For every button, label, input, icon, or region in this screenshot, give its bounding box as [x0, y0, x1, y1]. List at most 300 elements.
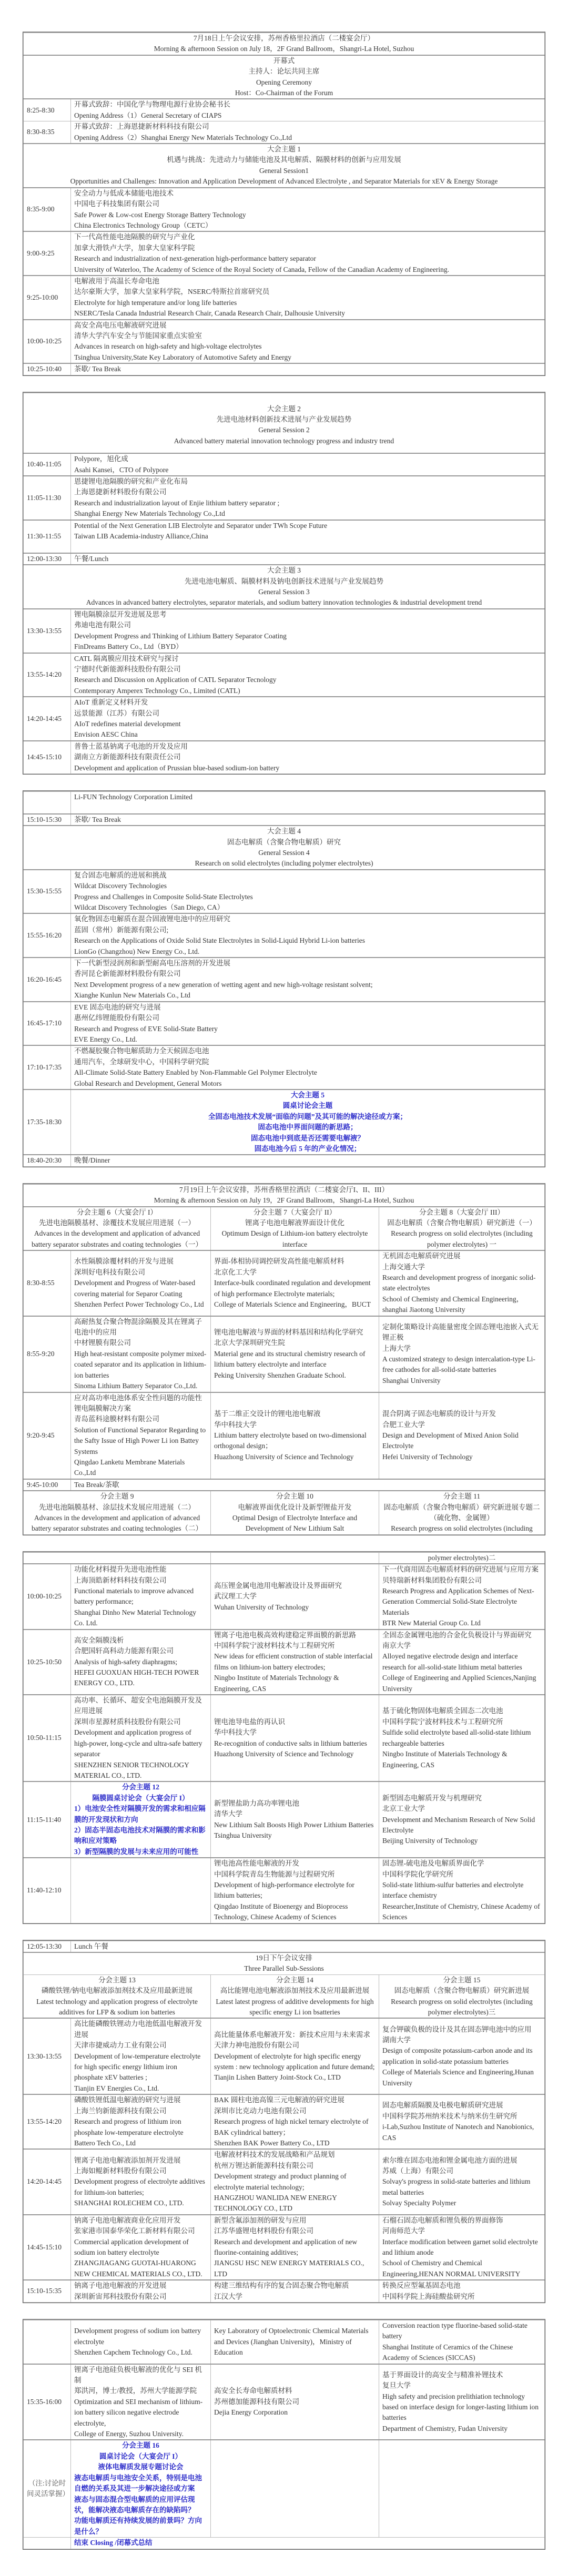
- text-line: 武汉理工大学: [214, 1592, 257, 1601]
- text-line: EVE Energy Co., Ltd.: [74, 1035, 137, 1043]
- text-line: Shanghai University: [382, 1376, 441, 1384]
- text-line: i-Lab,Suzhou Institute of Nanotech and Nanobionics, CAS: [382, 2123, 534, 2142]
- text-line: 新型含氟添加剂的研发与应用: [214, 2216, 307, 2224]
- talk-cell: [71, 958, 545, 1002]
- text-line: 固态电解质（含聚合物电解质）研究新进（一）: [387, 1219, 536, 1227]
- text-line: A customized strategy to design intercalation-type Li-free cathodes for all-solid-state batteries: [382, 1355, 535, 1374]
- text-line: 青岛蓝科途膜材料有限公司: [74, 1415, 159, 1423]
- closing-row: [24, 2538, 545, 2549]
- roundtable-title: 液体电解质发展专题讨论会: [98, 2463, 184, 2471]
- talk-cell: [379, 2094, 545, 2149]
- text-line: 蓝固（常州）新能源有限公司;: [74, 925, 169, 934]
- text-line: Ningbo Institute of Materials Technology & Engineering, CAS: [214, 1674, 339, 1693]
- text-line: Research on the Applications of Oxide Solid State Electrolytes in Solid-Liquid Hybrid Li-ion batteries: [74, 936, 366, 945]
- talk-cell: [211, 2364, 379, 2440]
- text-line: Development of low-temperature electrolyte for high specific energy lithium iron phosphate xEV batteries ;: [74, 2052, 201, 2082]
- text-line: Tianjin Lishen Battery Joint-Stock Co., LTD: [214, 2073, 341, 2082]
- text-line: Shanghai Dinho New Material Technology Co. Ltd.: [74, 1608, 197, 1627]
- text-line: 上海大学: [382, 1344, 411, 1352]
- text-line: Optimum Design of Lithium-ion battery electrolyte interface: [221, 1229, 368, 1248]
- text-line: 江苏华盛锂电材料股份有限公司: [214, 2227, 313, 2235]
- time-slot: 17:10-17:35: [24, 1045, 71, 1090]
- time-slot: 15:10-15:35: [24, 2280, 71, 2302]
- text-line: Development and application progress of high-power, long-cycle and ultra-safe battery separator: [74, 1728, 202, 1758]
- text-line: 磷酸铁锂低温电解液的研究与进展: [74, 2096, 181, 2104]
- track-header: [211, 1974, 379, 2018]
- talk-cell: [71, 741, 545, 774]
- talk-cell: [71, 2280, 211, 2302]
- talk-cell: [71, 913, 545, 958]
- talk-cell: [211, 2094, 379, 2149]
- roundtable-cell: [71, 1090, 545, 1155]
- text-line: 开幕式致辞：上海恩捷新材料科技有限公司: [74, 123, 209, 131]
- talk-cell: [71, 697, 545, 741]
- table-row: [24, 1045, 545, 1090]
- text-line: 界面-体相协同调控研发高性能电解质材料: [214, 1257, 344, 1266]
- talk-cell: [71, 814, 545, 826]
- general-session-2-block-table: [23, 393, 545, 774]
- talk-cell: [71, 1695, 211, 1781]
- text-line: 达尔豪斯大学，加拿大皇家科学院，NSERC/特斯拉首席研究员: [74, 288, 270, 296]
- text-line: 先进电池材料创新技术进展与产业发展趋势: [216, 415, 352, 423]
- text-line: Opening Ceremony: [256, 78, 312, 86]
- text-line: 弗迪电池有限公司: [74, 621, 131, 629]
- text-line: 混合阴离子固态电解质的设计与开发: [382, 1410, 496, 1418]
- text-line: 先进电池隔膜基材、涂覆技术发展应用进展（一）: [39, 1219, 195, 1227]
- roundtable-cell: [71, 2440, 211, 2537]
- text-line: Analysis of high-safety diaphragms;: [74, 1657, 178, 1666]
- text-line: Progress and Challenges in Composite Solid-State Electrolytes: [74, 892, 253, 901]
- session-header-row: [24, 826, 545, 870]
- text-line: Commercial application development of sodium ion battery electrolyte: [74, 2237, 189, 2256]
- roundtable-line: 全固态电池技术发展“面临的问题”及其可能的解决途径或方案；: [208, 1112, 407, 1121]
- text-line: 北京大学深圳研究生院: [214, 1339, 285, 1347]
- text-line: 新型锂盐助力高功率锂电池: [214, 1799, 299, 1807]
- text-line: 分会主题 10: [276, 1492, 313, 1501]
- text-line: 分会主题 7（大宴会厅 II）: [253, 1208, 337, 1216]
- text-line: Potential of the Next Generation LIB Electrolyte and Separator under TWh Scope Future: [74, 521, 328, 530]
- day-header-row: [24, 1184, 545, 1206]
- day2-afternoon-block: [23, 1940, 545, 2303]
- table-row: [24, 1392, 545, 1479]
- session-header: [24, 393, 545, 453]
- text-line: 中国科学院宁波材料技术与工程研究所: [382, 1717, 503, 1726]
- text-line: 复合钾碳负极的设计及其在固态钾电池中的应用: [382, 2025, 532, 2033]
- empty-cell: [211, 2440, 379, 2537]
- text-line: 华中科技大学: [214, 1420, 257, 1429]
- text-line: NSERC/Tesla Canada Industrial Research Chair, Canada Research Chair, Dalhousie University: [74, 309, 345, 318]
- text-line: 通用汽车，全球研发中心，中国科学研究院: [74, 1057, 209, 1066]
- time-slot: 10:25-10:50: [24, 1630, 71, 1695]
- talk-cell: [71, 476, 545, 520]
- text-line: Safe Power & Low-cost Energy Storage Battery Technology: [74, 210, 246, 219]
- text-line: 中国科学院宁波材料技术与工程研究所: [214, 1642, 335, 1650]
- text-line: Asahi Kansei，CTO of Polypore: [74, 465, 169, 474]
- text-line: Research and Progress of EVE Solid-State Battery: [74, 1024, 218, 1033]
- dinner-label: 晚餐/Dinner: [71, 1155, 545, 1166]
- text-line: 恩捷锂电池隔膜的研究和产业化布局: [74, 477, 188, 486]
- time-slot: 10:40-11:05: [24, 453, 71, 476]
- text-line: 杭州万锂达新能源科技有限公司: [214, 2161, 313, 2170]
- text-line: 安全动力与低成本储能电池技术: [74, 189, 174, 197]
- day-header: [24, 1184, 545, 1206]
- text-line: 中国科学院青岛生物能源与过程研究所: [214, 1870, 335, 1878]
- talk-cell: [71, 1781, 211, 1858]
- talk-cell: [211, 1858, 379, 1923]
- roundtable-item: 功能电解质还有持续发展的前景吗？方向是什么？: [74, 2517, 202, 2536]
- talk-cell: [379, 1630, 545, 1695]
- roundtable-line: 固态电池中到底是否还需要电解液？: [251, 1134, 364, 1142]
- table-row: [24, 2094, 545, 2149]
- text-line: 钠离子电池电解液商业化应用开发: [74, 2216, 181, 2224]
- talk-cell: [379, 1392, 545, 1479]
- text-line: 锂电池导电盐的再认识: [214, 1717, 285, 1726]
- text-line: Sinoma Lithium Battery Separator Co.,Ltd.: [74, 1382, 198, 1390]
- text-line: Qingdao Institute of Bioenergy and Bioprocess Technology, Chinese Academy of Sciences: [214, 1902, 348, 1921]
- time-slot: 15:55-16:20: [24, 913, 71, 958]
- text-line: Host：Co-Chairman of the Forum: [235, 89, 333, 97]
- roundtable-row: [24, 2440, 545, 2537]
- text-line: Contemporary Amperex Technology Co., Limited (CATL): [74, 686, 240, 695]
- text-line: JIANGSU HSC NEW ENERGY MATERIALS CO., LTD: [214, 2259, 364, 2278]
- day2-afternoon-block-2-table: [23, 2320, 545, 2549]
- text-line: General Session 4: [258, 849, 310, 857]
- talk-cell: [71, 2320, 211, 2364]
- time-slot: 13:55-14:20: [24, 653, 71, 697]
- text-line: Development of high-performance electrolyte for lithium batteries;: [214, 1880, 354, 1900]
- text-line: 合肥国轩高科动力能源有限公司: [74, 1647, 174, 1655]
- talk-cell: [379, 2320, 545, 2364]
- text-line: 高压锂金属电池用电解液设计及界面研究: [214, 1581, 342, 1590]
- text-line: 张家港市国泰华荣化工新材料有限公司: [74, 2227, 195, 2235]
- text-line: 高安全隔膜浅析: [74, 1636, 124, 1644]
- table-row: [24, 814, 545, 826]
- text-line: 上海如鲲新材料股份有限公司: [74, 2166, 167, 2175]
- track-header: [379, 1207, 545, 1251]
- text-line: 先进电池隔膜基材、涂层技术发展应用进展（二）: [39, 1503, 195, 1511]
- text-line: 固态电解质隔膜及电极电解质研究进展: [382, 2101, 503, 2110]
- text-line: 上海兰钧新能源科技有限公司: [74, 2106, 167, 2115]
- text-line: Opening Address（2）Shanghai Energy New Materials Technology Co.,Ltd: [74, 133, 292, 141]
- text-line: Development progress of sodium ion battery electrolyte: [74, 2327, 201, 2346]
- text-line: 午餐/Lunch: [74, 554, 109, 563]
- text-line: Hefei University of Technology: [382, 1452, 473, 1461]
- text-line: AIoT 重新定义材料开发: [74, 698, 148, 707]
- text-line: 固态锂-硫电池及电解质界面化学: [382, 1859, 484, 1868]
- text-line: Opening Address（1）General Secretary of CIAPS: [74, 111, 222, 119]
- day-header-en: Morning & afternoon Session on July 19，2F Grand Ballroom，Shangri-La Hotel, Suzhou: [154, 1196, 414, 1205]
- talk-cell: [71, 1316, 211, 1392]
- talk-cell: [71, 453, 545, 476]
- text-line: 水性隔膜涂覆材料的开发与进展: [74, 1257, 174, 1266]
- time-slot: 10:00-10:25: [24, 1564, 71, 1629]
- time-slot: 8:30-8:55: [24, 1250, 71, 1316]
- time-slot: 11:15-11:40: [24, 1781, 71, 1858]
- text-line: 惠州亿纬锂能股份有限公司: [74, 1014, 159, 1022]
- text-line: [74, 802, 541, 813]
- time-slot: 11:30-11:55: [24, 520, 71, 553]
- text-line: 上海交通大学: [382, 1262, 425, 1271]
- text-line: Interface modification between garnet solid electrolyte and lithium anode: [382, 2237, 538, 2256]
- talk-cell: [211, 2215, 379, 2280]
- talk-cell: [211, 1564, 379, 1629]
- talk-cell: [379, 1858, 545, 1923]
- text-line: Research Progress and Application Schemes of Next-Generation Commercial Solid-State Electrolyte Materials: [382, 1587, 534, 1616]
- session-header-row: [24, 393, 545, 453]
- day-header-zh: 19日下午会议安排: [256, 1954, 312, 1962]
- text-line: 无机固态电解质研究进展: [382, 1252, 461, 1260]
- text-line: 普鲁士蓝基钠离子电池的开发及应用: [74, 742, 188, 750]
- text-line: 分会主题 11: [443, 1492, 481, 1501]
- time-slot: 9:20-9:45: [24, 1392, 71, 1479]
- text-line: Solvay's progress in solid-state batteries and lithium metal batteries: [382, 2177, 531, 2196]
- talk-cell: [379, 2364, 545, 2440]
- text-line: 中材锂膜有限公司: [74, 1339, 131, 1347]
- text-line: Li-FUN Technology Corporation Limited: [74, 792, 192, 801]
- text-line: 深圳新宙邦科技股份有限公司: [74, 2292, 167, 2300]
- text-line: Shanghai Institute of Ceramics of the Chinese Academy of Sciences (SICCAS): [382, 2343, 513, 2362]
- text-line: 高安全长寿命电解质材料: [214, 2387, 292, 2395]
- talk-cell: [71, 276, 545, 320]
- talk-cell: [379, 1564, 545, 1629]
- text-line: 锂离子电池电解液添加剂开发进展: [74, 2156, 181, 2164]
- day-header-zh: 7月19日上午会议安排，苏州香格里拉酒店（二楼宴会厅I、II、III）: [179, 1185, 389, 1194]
- table-row: [24, 276, 545, 320]
- table-row: [24, 188, 545, 232]
- time-slot: 13:55-14:20: [24, 2094, 71, 2149]
- text-line: 分会主题 6（大宴会厅 I）: [77, 1208, 157, 1216]
- text-line: 锂离子电池电解液界面设计优化: [245, 1219, 344, 1227]
- text-line: Research and industrialization layout of Enjie lithium battery separator ;: [74, 498, 280, 507]
- text-line: Polypore，旭化成: [74, 455, 128, 463]
- track-header: [379, 1491, 545, 1534]
- text-line: Tianjin EV Energies Co., Ltd.: [74, 2084, 159, 2092]
- text-line: Alloyed negative electrode design and interface research for all-solid-state lithium metal batteries: [382, 1652, 522, 1671]
- talk-cell: [71, 791, 545, 813]
- text-line: Advanced battery material innovation technology progress and industry trend: [174, 436, 394, 445]
- text-line: Shenzhen BAK Power Battery Co., LTD: [214, 2139, 330, 2147]
- text-line: 高比能量体系电解液开发：新技术应用与未来需求: [214, 2030, 370, 2039]
- text-line: CATL 隔离膜应用技术研究与探讨: [74, 654, 179, 663]
- talk-cell: [211, 2280, 379, 2302]
- text-line: Researcher,Institute of Chemistry, Chinese Academy of Sciences: [382, 1902, 540, 1921]
- text-line: 高耐热复合聚合物混涂隔膜及其在锂离子电池中的应用: [74, 1317, 202, 1337]
- talk-cell: [379, 2280, 545, 2302]
- time-slot: 16:20-16:45: [24, 958, 71, 1002]
- session-header-row: [24, 144, 545, 188]
- empty-cell: [24, 1552, 211, 1564]
- table-row: [24, 2364, 545, 2440]
- track-header: [24, 1491, 211, 1534]
- text-line: Ningbo Institute of Materials Technology & Engineering, CAS: [382, 1750, 508, 1769]
- text-line: Advances in the development and application of advanced battery separator substrates and coating technologies（二）: [31, 1513, 203, 1533]
- table-row: [24, 1858, 545, 1923]
- text-line: 茶歇/ Tea Break: [74, 815, 121, 823]
- time-slot: 17:35-18:30: [24, 1090, 71, 1155]
- general-session-4-block: [23, 790, 545, 1167]
- text-line: Beijing University of Technology: [382, 1837, 478, 1845]
- text-line: 中国科学院上海硅酸盐研究所: [382, 2292, 475, 2300]
- time-slot: 12:00-13:30: [24, 553, 71, 565]
- text-line: Next Development progress of a new generation of wetting agent and new high-voltage resistant solvent;: [74, 980, 373, 989]
- empty-cell: [211, 1552, 379, 1564]
- text-line: 复合固态电解质的进展和挑战: [74, 871, 167, 879]
- table-row: [24, 1316, 545, 1392]
- time-slot: 11:40-12:10: [24, 1858, 71, 1923]
- table-row: [24, 1250, 545, 1316]
- text-line: Advances in advanced battery electrolytes, separator materials, and sodium battery innovation technologies & industrial development trend: [86, 598, 482, 607]
- session-header-row: [24, 565, 545, 609]
- text-line: Functional materials to improve advanced battery performance;: [74, 1587, 194, 1606]
- dinner-row: [24, 1155, 545, 1166]
- text-line: SHENZHEN SENIOR TECHNOLOGY MATERIAL CO., LTD.: [74, 1760, 189, 1779]
- roundtable-line: 圆桌讨论会主题: [282, 1102, 333, 1110]
- text-line: Wuhan University of Technology: [214, 1603, 309, 1611]
- day-header-zh: 7月18日上午会议安排，苏州香格里拉酒店（二楼宴会厅）: [193, 34, 375, 42]
- text-line: LionGo (Changzhou) New Energy Co., Ltd.: [74, 947, 200, 955]
- track-header: [24, 1974, 211, 2018]
- talk-cell: [379, 2149, 545, 2214]
- closing-label: 结束 Closing /闭幕式总结: [71, 2538, 545, 2549]
- text-line: School of Chemistry and Chemical Engineering,HENAN NORMAL UNIVERSITY: [382, 2259, 521, 2278]
- text-line: University of Waterloo, The Academy of Science of the Royal Society of Canada, Fellow of the Canadian Academy of Engineering.: [74, 265, 449, 273]
- time-slot: [24, 791, 71, 813]
- talk-cell: [211, 1630, 379, 1695]
- text-line: 锂电池电解液与界面的材料基因和结构化学研究: [214, 1328, 363, 1337]
- text-line: 锂电隔膜涂层开发进展及思考: [74, 610, 167, 618]
- text-line: Design and Development of Mixed Anion Solid Electrolyte: [382, 1431, 519, 1450]
- talk-cell: [379, 1781, 545, 1858]
- text-line: College of Energy, Suzhou University.: [74, 2430, 184, 2438]
- session-header: [24, 144, 545, 188]
- text-line: 南京大学: [382, 1642, 411, 1650]
- table-row: [24, 2280, 545, 2302]
- text-line: 基于界面设计的高安全与精准补锂技术: [382, 2370, 503, 2379]
- text-line: Peking University Shenzhen Graduate School.: [214, 1371, 346, 1379]
- text-line: 分会主题 14: [276, 1976, 313, 1984]
- roundtable-item: 1）电池安全性对隔膜开发的需求和相应隔膜的开发现状和方向: [74, 1805, 206, 1824]
- text-line: Solid-state lithium-sulfur batteries and electrolyte interface chemistry: [382, 1880, 524, 1900]
- text-line: 不燃凝胶聚合物电解质助力全天候固态电池: [74, 1047, 209, 1055]
- time-slot: 9:25-10:00: [24, 276, 71, 320]
- time-slot: 14:45-15:10: [24, 2215, 71, 2280]
- time-slot: 18:40-20:30: [24, 1155, 71, 1166]
- text-line: Huazhong University of Science and Technology: [214, 1750, 354, 1758]
- time-note: （注:讨论时间灵活掌握）: [24, 2440, 71, 2537]
- text-line: 氧化物固态电解质在混合固液锂电池中的应用研究: [74, 915, 230, 923]
- talk-cell: [71, 1045, 545, 1090]
- table-row: [24, 1002, 545, 1046]
- time-slot: 14:20-14:45: [24, 697, 71, 741]
- talk-cell: [379, 1695, 545, 1781]
- text-line: High heat-resistant composite polymer mixed-coated separator and its application in lithium-ion batteries: [74, 1349, 207, 1379]
- session-header: [24, 826, 545, 870]
- talk-cell: [211, 1781, 379, 1858]
- text-line: 北京化工大学: [214, 1268, 257, 1276]
- text-line: 下一代新型浸润剂和新型耐高电压溶剂的开发进展: [74, 959, 230, 968]
- talk-cell: [71, 653, 545, 697]
- track-header-row: [24, 1974, 545, 2018]
- talk-cell: [211, 1250, 379, 1316]
- text-line: 茶歇/ Tea Break: [74, 365, 121, 373]
- text-line: Taiwan LIB Academia-industry Alliance,China: [74, 532, 208, 541]
- day2-morning-block: [23, 1183, 545, 1535]
- time-slot: 15:30-15:55: [24, 870, 71, 914]
- time-slot: 8:30-8:35: [24, 121, 71, 144]
- talk-cell: [71, 2018, 211, 2094]
- day2-morning-block-2-table: [23, 1552, 545, 1923]
- talk-cell: [71, 320, 545, 364]
- talk-cell: [71, 231, 545, 276]
- table-row: [24, 553, 545, 565]
- time-slot: [24, 2538, 71, 2549]
- text-line: College of Materials Science and Engineering,Hunan University: [382, 2068, 534, 2087]
- text-line: Opportunities and Challenges: Innovation and Application Development of Advanced Electrolyte , and Separator Materials for xEV & Energy Storage: [70, 177, 498, 186]
- general-session-4-block-table: [23, 791, 545, 1167]
- talk-cell: [211, 2149, 379, 2214]
- time-slot: 14:45-15:10: [24, 741, 71, 774]
- text-line: 中国科学院苏州纳米技术与纳米仿生研究所: [382, 2112, 518, 2120]
- text-line: Research and development and application of new fluorine-containing additives;: [214, 2237, 358, 2256]
- text-line: Development and Mechanism Research of New Solid Electrolyte: [382, 1815, 535, 1834]
- time-slot: 13:30-13:55: [24, 2018, 71, 2094]
- text-line: [74, 542, 541, 552]
- text-line: Xianghe Kunlun New Materials Co., Ltd: [74, 991, 190, 1000]
- talk-cell: [71, 1392, 211, 1479]
- day2-afternoon-block-table: [23, 1941, 545, 2303]
- text-line: High safety and precision prelithiation technology based on interface design for longer-lasting lithium ion batteries: [382, 2392, 539, 2422]
- text-line: 固态电解质（含聚合物电解质）研究新进展: [394, 1987, 530, 1995]
- text-line: 清华大学汽车安全与节能国家重点实验室: [74, 331, 202, 340]
- roundtable-title: 隔膜圆桌讨论会（大宴会厅 I）: [92, 1794, 189, 1802]
- text-line: All-Climate Solid-State Battery Enabled by Non-Flammable Gel Polymer Electrolyte: [74, 1068, 317, 1077]
- talk-cell: [71, 1250, 211, 1316]
- talk-cell: [211, 1695, 379, 1781]
- time-slot: 10:25-10:40: [24, 363, 71, 375]
- text-line: 香河昆仑新能源材料股份有限公司: [74, 970, 181, 978]
- text-line: Latest latest progress of additive developments for high specific energy Li ion bsatteries: [216, 1997, 374, 2017]
- text-line: College of Engineering and Applied Sciences,Nanjing University: [382, 1674, 536, 1693]
- text-line: 电解液用于高温长寿命电池: [74, 277, 159, 285]
- roundtable-row: [24, 1090, 545, 1155]
- text-line: 定制化策略设计高能量密度全固态锂电池嵌入式无锂正极: [382, 1322, 539, 1342]
- time-slot: [24, 2320, 71, 2364]
- time-slot: 10:50-11:15: [24, 1695, 71, 1781]
- text-line: Research and industrialization of next-generation high-performance battery separator: [74, 254, 316, 263]
- table-row: [24, 697, 545, 741]
- text-line: Research and progress of lithium iron phosphate low-temperature electrolyte: [74, 2117, 184, 2136]
- talk-cell: [71, 609, 545, 653]
- text-line: SHANGHAI ROLECHEM CO., LTD.: [74, 2199, 184, 2207]
- text-line: HEFEI GUOXUAN HIGH-TECH POWER ENERGY CO., LTD.: [74, 1668, 199, 1687]
- track-header: [211, 1491, 379, 1534]
- text-line: Key Laboratory of Optoelectronic Chemical Materials and Devices (Jianghan University)，Ministry of Education: [214, 2327, 369, 2357]
- table-row: [24, 958, 545, 1002]
- roundtable-item: 2）固态半固态电池技术对隔膜的需求和影响和应对策略: [74, 1826, 206, 1845]
- text-line: 湖南立方新能源科技有限责任公司: [74, 753, 181, 761]
- day2-afternoon-block-2: [23, 2319, 545, 2550]
- time-slot: 12:05-13:30: [24, 1941, 71, 1952]
- table-row: [24, 121, 545, 144]
- talk-cell: [71, 1002, 545, 1046]
- text-line: 深圳好电科技有限公司: [74, 1268, 145, 1276]
- table-row: [24, 1695, 545, 1781]
- text-line: Dejia Energy Corporation: [214, 2408, 288, 2417]
- roundtable-title: 圆桌讨论会（大宴会厅 I）: [99, 2452, 182, 2460]
- text-line: Department of Chemistry, Fudan University: [382, 2424, 508, 2432]
- text-line: Tsinghua University,State Key Laboratory of Automotive Safety and Energy: [74, 353, 291, 361]
- table-row: [24, 2320, 545, 2364]
